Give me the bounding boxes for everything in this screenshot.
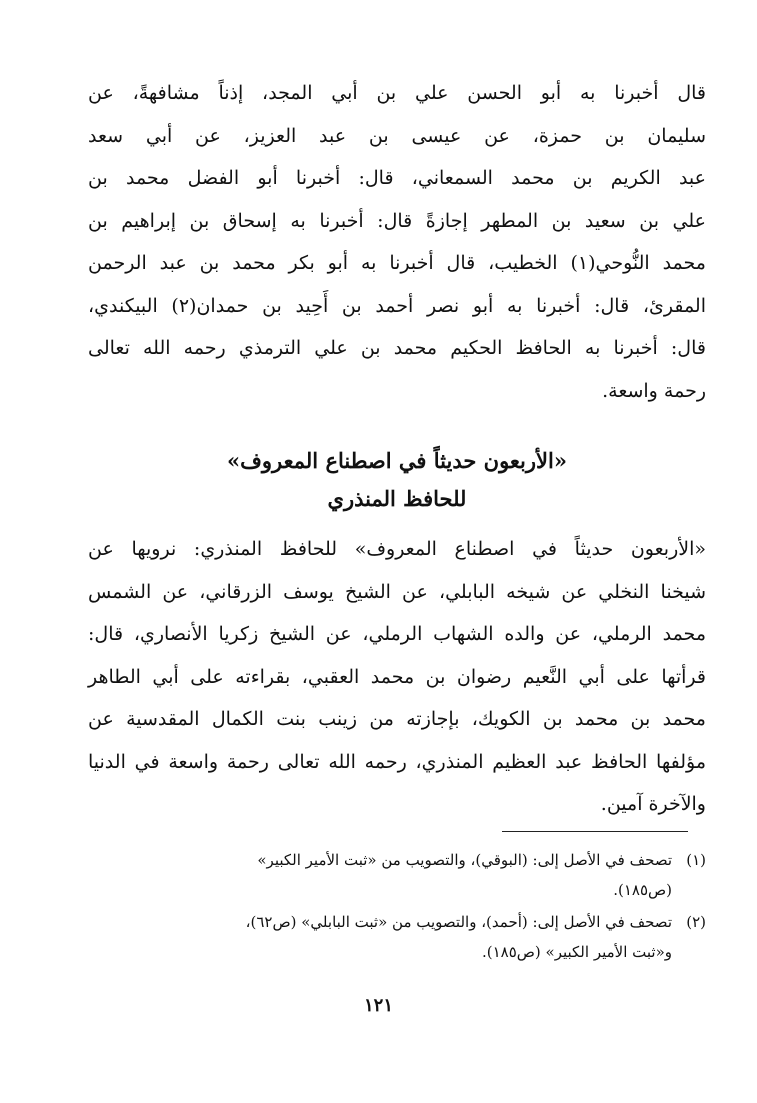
footnote-divider (502, 831, 688, 832)
text-line: رحمة واسعة. (602, 379, 706, 402)
text-line: علي بن سعيد بن المطهر إجازةً قال: أخبرنا به إسحاق بن إبراهيم بن (88, 209, 706, 232)
footnote-number: (٢) (686, 913, 706, 931)
footnote-item (88, 907, 706, 967)
text-line: شيخنا النخلي عن شيخه البابلي، عن الشيخ يوسف الزرقاني، عن الشمس (88, 580, 706, 603)
footnote-item (88, 845, 706, 905)
heading-subtitle: للحافظ المنذري (327, 486, 467, 511)
section-paragraph (88, 528, 706, 826)
text-line: «الأربعون حديثاً في اصطناع المعروف» للحافظ المنذري: نرويها عن (88, 538, 706, 560)
text-line: محمد بن محمد بن الكويك، بإجازته من زينب بنت الكمال المقدسية عن (88, 708, 706, 730)
text-line: قال أخبرنا به أبو الحسن علي بن أبي المجد، إذناً مشافهةً، عن (88, 82, 706, 104)
text-line: قرأتها على أبي النَّعيم رضوان بن محمد العقبي، بقراءته على أبي الطاهر (88, 665, 706, 688)
text-line: والآخرة آمين. (600, 793, 706, 815)
text-line: عبد الكريم بن محمد السمعاني، قال: أخبرنا أبو الفضل محمد بن (88, 167, 706, 189)
page-body (88, 72, 706, 826)
text-line: محمد النُّوحي(١) الخطيب، قال أخبرنا به أبو بكر محمد بن عبد الرحمن (88, 252, 706, 274)
text-line: قال: أخبرنا به الحافظ الحكيم محمد بن علي الترمذي رحمه الله تعالى (88, 337, 706, 359)
text-line: المقرئ، قال: أخبرنا به أبو نصر أحمد بن أَحِيد بن حمدان(٢) البيكندي، (88, 294, 706, 317)
isnad-paragraph (88, 72, 706, 412)
page-number: ١٢١ (363, 995, 393, 1016)
section-heading (88, 442, 706, 518)
footnote-text: تصحف في الأصل إلى: (أحمد)، والتصويب من «ثبت البابلي» (ص٦٢)، (245, 913, 672, 931)
text-line: محمد الرملي، عن والده الشهاب الرملي، عن الشيخ زكريا الأنصاري، قال: (88, 623, 706, 645)
text-line: سليمان بن حمزة، عن عيسى بن عبد العزيز، عن أبي سعد (88, 124, 706, 147)
footnote-text-continued: (ص١٨٥). (613, 881, 672, 899)
footnotes (88, 845, 706, 969)
footnote-text-continued: و«ثبت الأمير الكبير» (ص١٨٥). (481, 943, 672, 961)
footnote-number: (١) (686, 851, 706, 869)
footnote-text: تصحف في الأصل إلى: (البوقي)، والتصويب من «ثبت الأمير الكبير» (257, 851, 672, 869)
heading-title: «الأربعون حديثاً في اصطناع المعروف» (227, 448, 567, 473)
text-line: مؤلفها الحافظ عبد العظيم المنذري، رحمه الله تعالى رحمة واسعة في الدنيا (88, 750, 706, 773)
